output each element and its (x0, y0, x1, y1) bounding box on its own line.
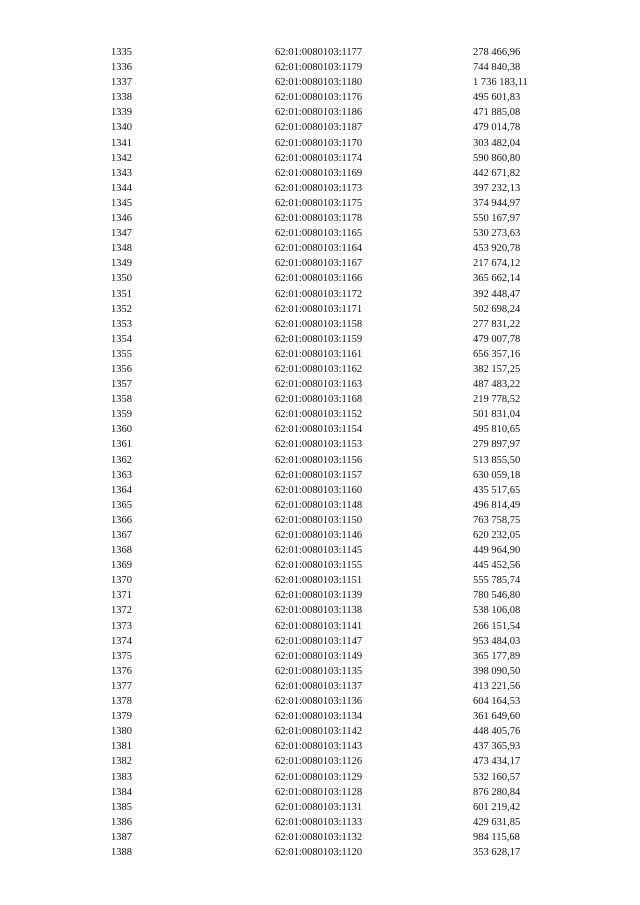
cadastral-number: 62:01:0080103:1179 (275, 62, 363, 74)
table-row (0, 724, 640, 739)
cadastral-number: 62:01:0080103:1161 (275, 348, 363, 360)
row-number: 1345 (111, 197, 132, 209)
cadastral-value: 365 662,14 (473, 273, 521, 285)
cadastral-number: 62:01:0080103:1171 (275, 303, 363, 315)
cadastral-number: 62:01:0080103:1135 (275, 665, 363, 677)
table-row (0, 287, 640, 302)
row-number: 1338 (111, 92, 132, 104)
cadastral-number: 62:01:0080103:1146 (275, 530, 363, 541)
cadastral-number: 62:01:0080103:1174 (275, 152, 363, 164)
cadastral-value: 277 831,22 (473, 318, 521, 330)
row-number: 1353 (111, 318, 132, 330)
cadastral-value: 279 897,97 (473, 439, 521, 451)
cadastral-number: 62:01:0080103:1134 (275, 711, 363, 723)
cadastral-value: 445 452,56 (473, 560, 521, 572)
table-row (0, 785, 640, 800)
row-number: 1360 (111, 424, 132, 436)
cadastral-value: 303 482,04 (473, 137, 521, 149)
row-number: 1381 (111, 741, 132, 753)
cadastral-value: 278 466,96 (473, 47, 521, 58)
table-row (0, 362, 640, 377)
row-number: 1339 (111, 107, 132, 119)
row-number: 1368 (111, 545, 132, 557)
cadastral-number: 62:01:0080103:1186 (275, 107, 363, 119)
cadastral-value: 219 778,52 (473, 394, 521, 406)
table-row (0, 332, 640, 347)
table-row (0, 483, 640, 498)
cadastral-number: 62:01:0080103:1145 (275, 545, 363, 557)
cadastral-value: 435 517,65 (473, 484, 521, 496)
table-row (0, 573, 640, 588)
table-row (0, 800, 640, 815)
cadastral-number: 62:01:0080103:1143 (275, 741, 363, 753)
row-number: 1364 (111, 484, 132, 496)
cadastral-value: 530 273,63 (473, 228, 521, 240)
table-row (0, 513, 640, 528)
row-number: 1363 (111, 469, 132, 481)
cadastral-number: 62:01:0080103:1176 (275, 92, 363, 104)
cadastral-value: 744 840,38 (473, 62, 521, 74)
cadastral-number: 62:01:0080103:1138 (275, 605, 363, 617)
row-number: 1388 (111, 846, 132, 858)
cadastral-value: 590 860,80 (473, 152, 521, 164)
cadastral-value: 374 944,97 (473, 197, 521, 209)
row-number: 1377 (111, 680, 132, 692)
table-row (0, 211, 640, 226)
cadastral-value: 502 698,24 (473, 303, 521, 315)
cadastral-number: 62:01:0080103:1128 (275, 786, 363, 798)
table-row (0, 422, 640, 437)
cadastral-value: 429 631,85 (473, 816, 521, 828)
cadastral-value: 266 151,54 (473, 620, 521, 632)
cadastral-number: 62:01:0080103:1157 (275, 469, 363, 481)
cadastral-value: 620 232,05 (473, 530, 521, 541)
cadastral-value: 413 221,56 (473, 680, 521, 692)
cadastral-number: 62:01:0080103:1147 (275, 635, 363, 647)
table-row (0, 679, 640, 694)
cadastral-number: 62:01:0080103:1132 (275, 831, 363, 843)
cadastral-value: 550 167,97 (473, 213, 521, 225)
table-row (0, 664, 640, 679)
row-number: 1340 (111, 122, 132, 134)
row-number: 1343 (111, 167, 132, 179)
table-row (0, 543, 640, 558)
cadastral-number: 62:01:0080103:1150 (275, 514, 363, 526)
row-number: 1342 (111, 152, 132, 164)
cadastral-number: 62:01:0080103:1166 (275, 273, 363, 285)
cadastral-value: 471 885,08 (473, 107, 521, 119)
table-row (0, 151, 640, 166)
cadastral-number: 62:01:0080103:1136 (275, 696, 363, 708)
cadastral-value: 555 785,74 (473, 575, 521, 587)
table-row (0, 739, 640, 754)
table-row (0, 770, 640, 785)
cadastral-number: 62:01:0080103:1159 (275, 333, 363, 345)
row-number: 1367 (111, 530, 132, 541)
cadastral-value: 495 601,83 (473, 92, 521, 104)
cadastral-value: 984 115,68 (473, 831, 520, 843)
table-row (0, 694, 640, 709)
cadastral-value: 442 671,82 (473, 167, 521, 179)
cadastral-number: 62:01:0080103:1133 (275, 816, 363, 828)
table-row (0, 45, 640, 60)
table-row (0, 90, 640, 105)
cadastral-number: 62:01:0080103:1126 (275, 756, 363, 768)
cadastral-value: 473 434,17 (473, 756, 521, 768)
table-row (0, 226, 640, 241)
cadastral-value: 479 007,78 (473, 333, 521, 345)
cadastral-value: 538 106,08 (473, 605, 521, 617)
table-row (0, 815, 640, 830)
cadastral-number: 62:01:0080103:1152 (275, 409, 363, 421)
row-number: 1387 (111, 831, 132, 843)
row-number: 1344 (111, 182, 132, 194)
row-number: 1370 (111, 575, 132, 587)
row-number: 1354 (111, 333, 132, 345)
table-row (0, 498, 640, 513)
table-row (0, 302, 640, 317)
cadastral-number: 62:01:0080103:1137 (275, 680, 363, 692)
cadastral-number: 62:01:0080103:1141 (275, 620, 363, 632)
cadastral-value: 392 448,47 (473, 288, 521, 300)
cadastral-number: 62:01:0080103:1164 (275, 243, 363, 255)
table-row (0, 136, 640, 151)
cadastral-value: 513 855,50 (473, 454, 521, 466)
row-number: 1385 (111, 801, 132, 813)
table-row (0, 407, 640, 422)
cadastral-value: 656 357,16 (473, 348, 521, 360)
table-row (0, 603, 640, 618)
row-number: 1348 (111, 243, 132, 255)
cadastral-value-table (0, 45, 640, 860)
cadastral-value: 630 059,18 (473, 469, 521, 481)
table-row (0, 468, 640, 483)
table-row (0, 754, 640, 769)
row-number: 1383 (111, 771, 132, 783)
cadastral-number: 62:01:0080103:1151 (275, 575, 363, 587)
table-row (0, 271, 640, 286)
table-row (0, 120, 640, 135)
row-number: 1379 (111, 711, 132, 723)
row-number: 1369 (111, 560, 132, 572)
cadastral-number: 62:01:0080103:1180 (275, 77, 363, 89)
cadastral-value: 448 405,76 (473, 726, 521, 738)
cadastral-value: 876 280,84 (473, 786, 521, 798)
row-number: 1358 (111, 394, 132, 406)
row-number: 1362 (111, 454, 132, 466)
cadastral-value: 437 365,93 (473, 741, 521, 753)
table-row (0, 317, 640, 332)
row-number: 1372 (111, 605, 132, 617)
row-number: 1355 (111, 348, 132, 360)
table-row (0, 437, 640, 452)
table-row (0, 256, 640, 271)
cadastral-value: 398 090,50 (473, 665, 521, 677)
cadastral-value: 365 177,89 (473, 650, 521, 662)
cadastral-value: 487 483,22 (473, 379, 521, 391)
row-number: 1374 (111, 635, 132, 647)
cadastral-value: 780 546,80 (473, 590, 521, 602)
table-row (0, 347, 640, 362)
cadastral-value: 1 736 183,11 (473, 77, 528, 89)
table-row (0, 196, 640, 211)
row-number: 1349 (111, 258, 132, 270)
row-number: 1361 (111, 439, 132, 451)
cadastral-value: 397 232,13 (473, 182, 521, 194)
cadastral-number: 62:01:0080103:1155 (275, 560, 363, 572)
cadastral-number: 62:01:0080103:1162 (275, 363, 363, 375)
table-row (0, 588, 640, 603)
row-number: 1357 (111, 379, 132, 391)
table-row (0, 830, 640, 845)
cadastral-number: 62:01:0080103:1168 (275, 394, 363, 406)
row-number: 1376 (111, 665, 132, 677)
cadastral-number: 62:01:0080103:1154 (275, 424, 363, 436)
cadastral-number: 62:01:0080103:1158 (275, 318, 363, 330)
cadastral-number: 62:01:0080103:1163 (275, 379, 363, 391)
table-row (0, 528, 640, 543)
table-row (0, 558, 640, 573)
row-number: 1356 (111, 363, 132, 375)
cadastral-number: 62:01:0080103:1148 (275, 499, 363, 511)
cadastral-number: 62:01:0080103:1120 (275, 846, 363, 858)
cadastral-number: 62:01:0080103:1175 (275, 197, 363, 209)
cadastral-number: 62:01:0080103:1142 (275, 726, 363, 738)
table-row (0, 392, 640, 407)
row-number: 1365 (111, 499, 132, 511)
row-number: 1352 (111, 303, 132, 315)
row-number: 1351 (111, 288, 132, 300)
table-row (0, 619, 640, 634)
cadastral-number: 62:01:0080103:1160 (275, 484, 363, 496)
row-number: 1366 (111, 514, 132, 526)
cadastral-value: 953 484,03 (473, 635, 521, 647)
cadastral-number: 62:01:0080103:1187 (275, 122, 363, 134)
cadastral-value: 361 649,60 (473, 711, 521, 723)
table-row (0, 453, 640, 468)
cadastral-value: 382 157,25 (473, 363, 521, 375)
cadastral-number: 62:01:0080103:1129 (275, 771, 363, 783)
cadastral-value: 501 831,04 (473, 409, 521, 421)
cadastral-number: 62:01:0080103:1165 (275, 228, 363, 240)
table-row (0, 166, 640, 181)
row-number: 1375 (111, 650, 132, 662)
row-number: 1359 (111, 409, 132, 421)
table-row (0, 709, 640, 724)
row-number: 1350 (111, 273, 132, 285)
cadastral-number: 62:01:0080103:1177 (275, 47, 363, 58)
cadastral-value: 353 628,17 (473, 846, 521, 858)
cadastral-value: 217 674,12 (473, 258, 521, 270)
row-number: 1371 (111, 590, 132, 602)
cadastral-value: 449 964,90 (473, 545, 521, 557)
table-row (0, 377, 640, 392)
cadastral-number: 62:01:0080103:1149 (275, 650, 363, 662)
table-row (0, 181, 640, 196)
cadastral-number: 62:01:0080103:1173 (275, 182, 363, 194)
row-number: 1347 (111, 228, 132, 240)
row-number: 1341 (111, 137, 132, 149)
row-number: 1373 (111, 620, 132, 632)
cadastral-number: 62:01:0080103:1169 (275, 167, 363, 179)
cadastral-value: 763 758,75 (473, 514, 521, 526)
table-row (0, 634, 640, 649)
table-row (0, 75, 640, 90)
table-row (0, 241, 640, 256)
row-number: 1378 (111, 696, 132, 708)
table-row (0, 60, 640, 75)
row-number: 1386 (111, 816, 132, 828)
cadastral-number: 62:01:0080103:1178 (275, 213, 363, 225)
row-number: 1382 (111, 756, 132, 768)
cadastral-value: 479 014,78 (473, 122, 521, 134)
cadastral-number: 62:01:0080103:1172 (275, 288, 363, 300)
row-number: 1335 (111, 47, 132, 58)
table-row (0, 845, 640, 860)
cadastral-value: 453 920,78 (473, 243, 521, 255)
cadastral-value: 604 164,53 (473, 696, 521, 708)
row-number: 1346 (111, 213, 132, 225)
cadastral-value: 496 814,49 (473, 499, 521, 511)
table-row (0, 105, 640, 120)
row-number: 1380 (111, 726, 132, 738)
cadastral-number: 62:01:0080103:1170 (275, 137, 363, 149)
cadastral-value: 532 160,57 (473, 771, 521, 783)
cadastral-number: 62:01:0080103:1153 (275, 439, 363, 451)
row-number: 1336 (111, 62, 132, 74)
row-number: 1384 (111, 786, 132, 798)
table-row (0, 649, 640, 664)
cadastral-number: 62:01:0080103:1139 (275, 590, 363, 602)
cadastral-number: 62:01:0080103:1156 (275, 454, 363, 466)
row-number: 1337 (111, 77, 132, 89)
cadastral-value: 601 219,42 (473, 801, 521, 813)
cadastral-value: 495 810,65 (473, 424, 521, 436)
cadastral-number: 62:01:0080103:1167 (275, 258, 363, 270)
cadastral-number: 62:01:0080103:1131 (275, 801, 363, 813)
